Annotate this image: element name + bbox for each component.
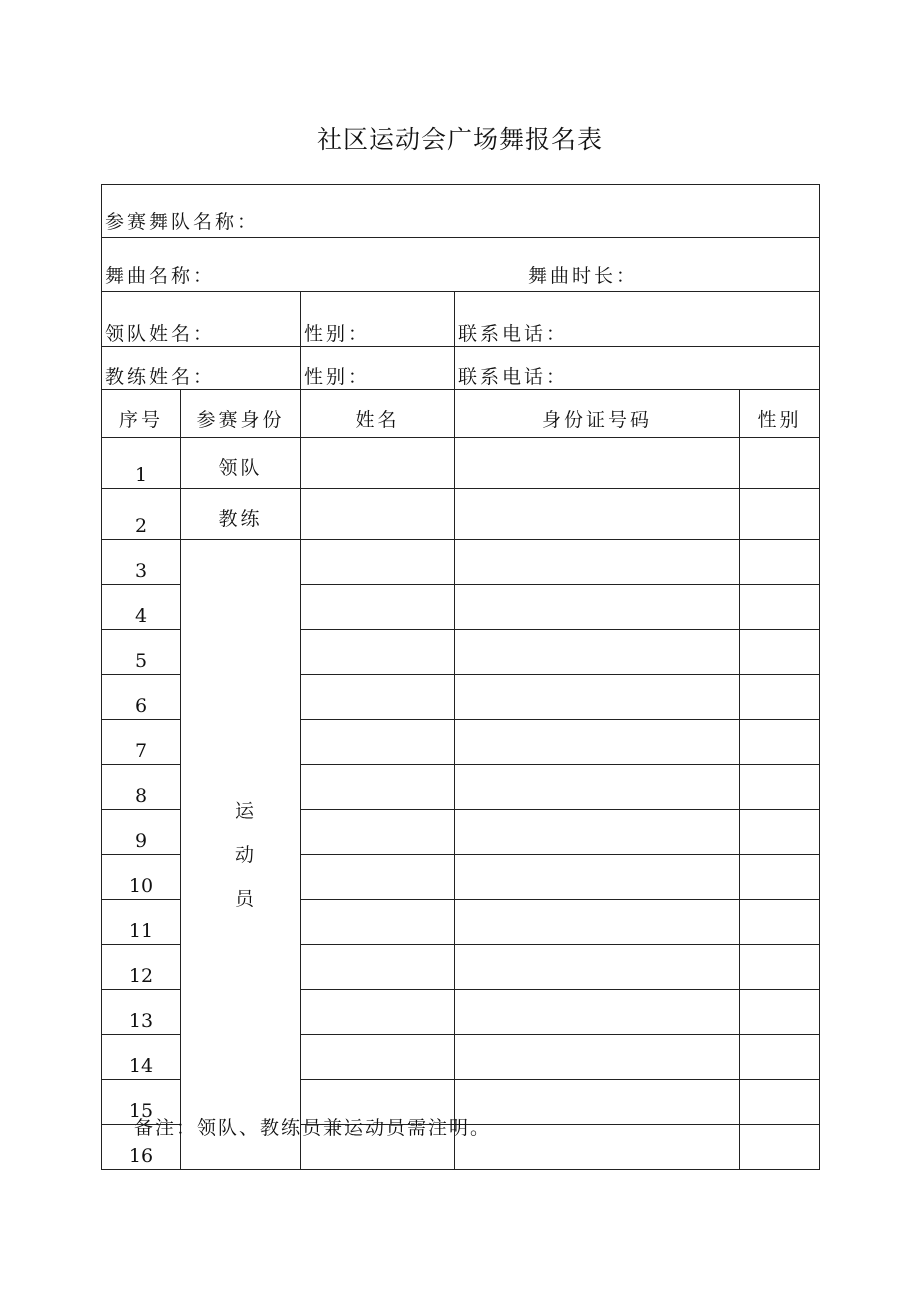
row-number: 4	[102, 585, 181, 630]
id-number-cell[interactable]	[455, 489, 740, 540]
row-number: 14	[102, 1035, 181, 1080]
table-row	[102, 489, 820, 540]
row-number: 6	[102, 675, 181, 720]
id-number-cell[interactable]	[455, 810, 740, 855]
row-number: 10	[102, 855, 181, 900]
id-number-cell[interactable]	[455, 990, 740, 1035]
name-cell[interactable]	[301, 1035, 455, 1080]
coach-row	[102, 347, 820, 390]
id-number-cell[interactable]	[455, 720, 740, 765]
id-number-cell[interactable]	[455, 1125, 740, 1170]
coach-name-label: 教练姓名：	[105, 366, 216, 388]
name-cell[interactable]	[301, 765, 455, 810]
col-header-role: 参赛身份	[181, 390, 301, 438]
leader-phone-field[interactable]	[455, 292, 820, 347]
col-header-number: 序号	[102, 390, 181, 438]
coach-name-field[interactable]	[102, 347, 301, 390]
leader-name-field[interactable]	[102, 292, 301, 347]
gender-cell[interactable]	[740, 1125, 820, 1170]
gender-cell[interactable]	[740, 489, 820, 540]
row-number: 16	[102, 1125, 181, 1170]
name-cell[interactable]	[301, 720, 455, 765]
gender-cell[interactable]	[740, 585, 820, 630]
gender-cell[interactable]	[740, 855, 820, 900]
registration-table	[101, 184, 820, 1170]
name-cell[interactable]	[301, 585, 455, 630]
coach-phone-label: 联系电话：	[458, 366, 569, 388]
role-athlete-cell	[181, 540, 301, 1170]
id-number-cell[interactable]	[455, 900, 740, 945]
id-number-cell[interactable]	[455, 945, 740, 990]
footnote: 备注：领队、教练员兼运动员需注明。	[134, 1117, 492, 1139]
music-name-label: 舞曲名称：	[105, 265, 216, 287]
row-number: 13	[102, 990, 181, 1035]
gender-cell[interactable]	[740, 630, 820, 675]
team-name-field[interactable]	[102, 185, 820, 238]
name-cell[interactable]	[301, 900, 455, 945]
col-header-id-number: 身份证号码	[455, 390, 740, 438]
coach-gender-field[interactable]	[301, 347, 455, 390]
id-number-cell[interactable]	[455, 1080, 740, 1125]
id-number-cell[interactable]	[455, 438, 740, 489]
gender-cell[interactable]	[740, 675, 820, 720]
name-cell[interactable]	[301, 675, 455, 720]
team-name-label: 参赛舞队名称：	[105, 211, 260, 233]
gender-cell[interactable]	[740, 765, 820, 810]
gender-cell[interactable]	[740, 720, 820, 765]
music-field[interactable]	[102, 238, 820, 292]
name-cell[interactable]	[301, 945, 455, 990]
row-number: 3	[102, 540, 181, 585]
row-number: 12	[102, 945, 181, 990]
row-number: 8	[102, 765, 181, 810]
music-row	[102, 238, 820, 292]
name-cell[interactable]	[301, 540, 455, 585]
row-number: 11	[102, 900, 181, 945]
coach-phone-field[interactable]	[455, 347, 820, 390]
leader-row	[102, 292, 820, 347]
row-number: 5	[102, 630, 181, 675]
col-header-gender: 性别	[740, 390, 820, 438]
gender-cell[interactable]	[740, 900, 820, 945]
id-number-cell[interactable]	[455, 540, 740, 585]
id-number-cell[interactable]	[455, 1035, 740, 1080]
coach-gender-label: 性别：	[304, 366, 371, 388]
name-cell[interactable]	[301, 810, 455, 855]
row-number: 2	[102, 489, 181, 540]
gender-cell[interactable]	[740, 810, 820, 855]
table-row	[102, 540, 820, 585]
leader-gender-label: 性别：	[304, 323, 371, 345]
table-header-row	[102, 390, 820, 438]
row-number: 9	[102, 810, 181, 855]
table-row	[102, 438, 820, 489]
id-number-cell[interactable]	[455, 675, 740, 720]
name-cell[interactable]	[301, 855, 455, 900]
id-number-cell[interactable]	[455, 765, 740, 810]
row-number: 1	[102, 438, 181, 489]
role-leader: 领队	[181, 438, 301, 489]
page-title: 社区运动会广场舞报名表	[316, 125, 603, 154]
name-cell[interactable]	[301, 630, 455, 675]
role-athlete: 运动员	[235, 799, 277, 910]
gender-cell[interactable]	[740, 1080, 820, 1125]
id-number-cell[interactable]	[455, 585, 740, 630]
gender-cell[interactable]	[740, 1035, 820, 1080]
row-number: 7	[102, 720, 181, 765]
gender-cell[interactable]	[740, 540, 820, 585]
gender-cell[interactable]	[740, 990, 820, 1035]
id-number-cell[interactable]	[455, 630, 740, 675]
role-coach: 教练	[181, 489, 301, 540]
col-header-name: 姓名	[301, 390, 455, 438]
team-name-row	[102, 185, 820, 238]
name-cell[interactable]	[301, 990, 455, 1035]
id-number-cell[interactable]	[455, 855, 740, 900]
leader-name-label: 领队姓名：	[105, 323, 216, 345]
leader-gender-field[interactable]	[301, 292, 455, 347]
gender-cell[interactable]	[740, 438, 820, 489]
name-cell[interactable]	[301, 489, 455, 540]
music-duration-label: 舞曲时长：	[528, 265, 639, 287]
leader-phone-label: 联系电话：	[458, 323, 569, 345]
gender-cell[interactable]	[740, 945, 820, 990]
row-number: 15	[102, 1080, 181, 1125]
name-cell[interactable]	[301, 438, 455, 489]
